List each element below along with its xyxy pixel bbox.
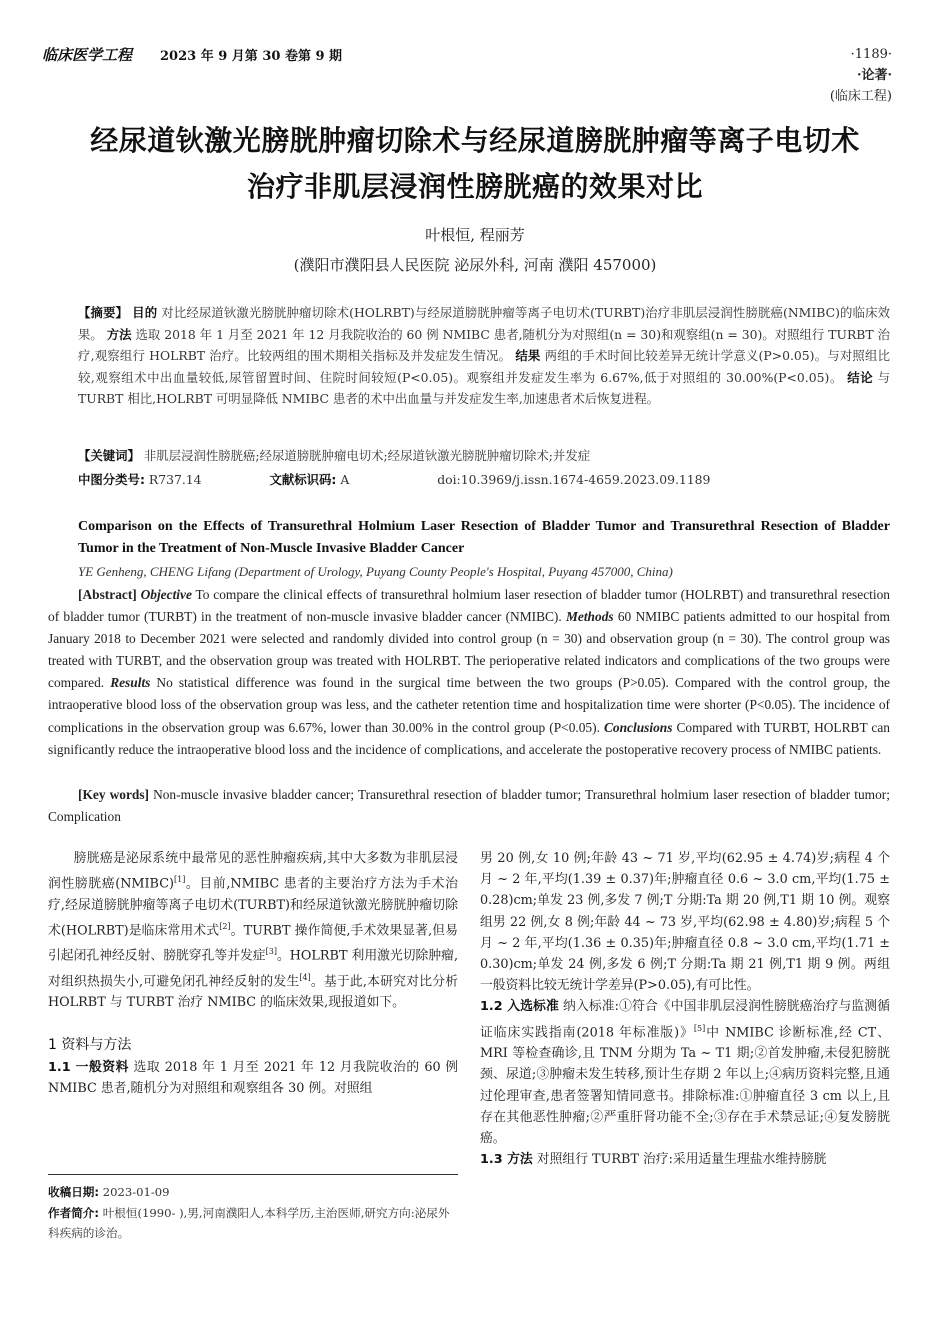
keywords-label: 【关键词】 — [78, 448, 140, 463]
en-results-label: Results — [110, 675, 151, 691]
footnote-divider — [48, 1174, 458, 1175]
baseline-paragraph: 男 20 例,女 10 例;年龄 43 ~ 71 岁,平均(62.95 ± 4.74)岁;病程 4 个月 ~ 2 年,平均(1.39 ± 0.37)年;肿瘤直径 0.6 ~ 3.0 cm,平均(1.75 ± 0.28)cm;单发 23 例,多发 7 例;T 分期:Ta 期 20 例,T1 期 10 例。观察组男 22 例,女 8 例;年龄 44 ~ 73 岁,平均(62.98 ± 4.80)岁;病程 5 个月 ~ 2 年,平均(1.36 ± 0.35)年;肿瘤直径 0.8 ~ 3.0 cm,平均(1.71 ± 0.30)cm;单发 24 例,多发 6 例;T 分期:Ta 期 21 例,T1 期 9 例。两组一般资料比较无统计学差异(P>0.05),有可比性。 — [480, 851, 890, 994]
chinese-keywords — [78, 446, 890, 464]
citation-4: [4] — [299, 972, 311, 982]
citation-2: [2] — [219, 921, 231, 931]
conclusion-label: 结论 — [847, 369, 874, 385]
en-methods-label: Methods — [565, 609, 614, 625]
english-authors: YE Genheng, CHENG Lifang (Department of Urology, Puyang County People's Hospital, Puyang 457000, China) — [78, 564, 673, 579]
body-left-column — [48, 848, 458, 1099]
methods-text: 选取 2018 年 1 月至 2021 年 12 月我院收治的 60 例 NMIBC 患者,随机分为对照组(n = 30)和观察组(n = 30)。对照组行 TURBT 治疗,观察组行 HOLRBT 治疗。比较两组的围术期相关指标及并发症发生情况。 — [78, 326, 891, 363]
en-objective-label: Objective — [140, 587, 192, 602]
intro-text-4: 。HOLRBT 利用激光切除肿瘤,对组织热损失小,可避免闭孔神经反射的发生 — [48, 948, 459, 990]
abstract-label: 【摘要】 — [78, 305, 129, 320]
page-number: ·1189· — [850, 47, 892, 62]
received-label: 收稿日期: — [48, 1185, 100, 1199]
en-results-text: No statistical difference was found in the surgical time between the two groups (P>0.05). Compared with the control group, the intraoperative blood loss of the observation group was less, and the catheter retention time and hospitalization time were shorter (P<0.05). The incidence of complications in the observation group was 6.67%, lower than 30.00% in the control group (P<0.05). — [48, 675, 890, 735]
citation-3: [3] — [265, 947, 277, 957]
en-conclusion-label: Conclusions — [603, 719, 673, 735]
en-objective-text: To compare the clinical effects of transurethral holmium laser resection of bladder tumor (HOLRBT) and transurethral resection of bladder tumor (TURBT) in the treatment of non-muscle invasive bladder cancer (NMIBC). — [48, 587, 890, 625]
intro-text-2: 。目前,NMIBC 患者的主要治疗方法为手术治疗,经尿道膀胱肿瘤等离子电切术(TURBT)和经尿道钬激光膀胱肿瘤切除术(HOLRBT)是临床常用术式 — [48, 876, 458, 939]
results-label: 结果 — [515, 348, 541, 363]
doc-code-value: A — [340, 472, 350, 487]
conclusion-text: 与 TURBT 相比,HOLRBT 可明显降低 NMIBC 患者的术中出血量与并发症发生率,加速患者术后恢复进程。 — [78, 369, 890, 406]
intro-text-3: 。TURBT 操作简便,手术效果显著,但易引起闭孔神经反射、膀胱穿孔等并发症 — [48, 923, 458, 964]
methods-label: 方法 — [106, 326, 132, 342]
en-methods-text: 60 NMIBC patients admitted to our hospital from January 2018 to December 2021 were selected and randomly divided into control group (n = 30) and observation group (n = 30). The control group was treated with TURBT, and the observation group was treated with HOLRBT. The perioperative related indicators and complications of the two groups were compared. — [48, 609, 890, 691]
intro-paragraph — [48, 848, 458, 1013]
subsection-1-1 — [48, 1057, 458, 1099]
subsection-1-2-label: 1.2 入选标准 — [480, 999, 559, 1015]
en-conclusion-text: Compared with TURBT, HOLRBT can significantly reduce the intraoperative blood loss and the incidence of complications, and accelerate the postoperative recovery process of NMIBC patients. — [48, 719, 890, 757]
column-sublabel: (临床工程) — [829, 89, 892, 104]
journal-name: 临床医学工程 — [42, 46, 133, 64]
subsection-1-2-text-a: 纳入标准:①符合《中国非肌层浸润性膀胱癌治疗与监测循证临床实践指南(2018 年标准版)》 — [480, 999, 891, 1040]
en-keywords-text: Non-muscle invasive bladder cancer; Transurethral resection of bladder tumor; Transurethral holmium laser resection of bladder tumor; Complication — [48, 787, 890, 824]
doc-code-label: 文献标识码: — [269, 472, 337, 487]
results-text: 两组的手术时间比较差异无统计学意义(P>0.05)。与对照组比较,观察组术中出血量较低,尿管留置时间、住院时间较短(P<0.05)。观察组并发症发生率为 6.67%,低于对照组的 30.00%(P<0.05)。 — [78, 348, 890, 385]
subsection-1-1-label: 1.1 一般资料 — [48, 1059, 129, 1075]
subsection-1-2 — [480, 996, 890, 1149]
clc-value: R737.14 — [148, 472, 202, 487]
citation-1: [1] — [174, 875, 186, 885]
english-abstract — [48, 584, 890, 761]
keywords-text: 非肌层浸润性膀胱癌;经尿道膀胱肿瘤电切术;经尿道钬激光膀胱肿瘤切除术;并发症 — [143, 448, 591, 463]
title-line-2: 治疗非肌层浸润性膀胱癌的效果对比 — [246, 170, 703, 203]
subsection-1-2-text-b: 中 NMIBC 诊断标准,经 CT、MRI 等检查确诊,且 TNM 分期为 Ta ~ T1 期;②首发肿瘤,未侵犯膀胱颈、尿道;③肿瘤未发生转移,预计生存期 2 年以上;④病历资料完整,且通过伦理审查,患者签署知情同意书。排除标准:①肿瘤直径 3 cm 以上,且存在其他恶性肿瘤;②严重肝肾功能不全;③存在手术禁忌证;④复发膀胱癌。 — [480, 1024, 890, 1146]
received-value: 2023-01-09 — [102, 1185, 170, 1199]
english-keywords — [48, 784, 890, 828]
title-line-1: 经尿道钬激光膀胱肿瘤切除术与经尿道膀胱肿瘤等离子电切术 — [90, 124, 860, 157]
subsection-1-3 — [480, 1149, 890, 1170]
objective-label: 目的 — [132, 305, 158, 320]
classification-line — [78, 470, 890, 488]
subsection-1-3-text: 对照组行 TURBT 治疗:采用适量生理盐水维持膀胱 — [536, 1152, 827, 1168]
english-title: Comparison on the Effects of Transurethral Holmium Laser Resection of Bladder Tumor and Transurethral Resection of Bladder Tumor in the Treatment of Non-Muscle Invasive Bladder Cancer — [78, 519, 890, 556]
author-bio-label: 作者简介: — [48, 1205, 100, 1220]
objective-text: 对比经尿道钬激光膀胱肿瘤切除术(HOLRBT)与经尿道膀胱肿瘤等离子电切术(TURBT)治疗非肌层浸润性膀胱癌(NMIBC)的临床效果。 — [78, 305, 891, 342]
column-label: ·论著· — [856, 68, 892, 83]
paper-title — [40, 118, 910, 210]
intro-text-5: 。基于此,本研究对比分析 HOLRBT 与 TURBT 治疗 NMIBC 的临床效果,现报道如下。 — [48, 974, 458, 1011]
en-keywords-label: [Key words] — [78, 787, 149, 802]
body-right-column — [480, 848, 890, 1170]
en-abstract-label: [Abstract] — [78, 587, 137, 602]
author-bio — [48, 1203, 458, 1244]
author-bio-text: 叶根恒(1990- ),男,河南濮阳人,本科学历,主治医师,研究方向:泌尿外科疾病的诊治。 — [48, 1205, 450, 1240]
footnotes — [48, 1182, 458, 1244]
doi: doi:10.3969/j.issn.1674-4659.2023.09.1189 — [437, 472, 711, 487]
subsection-1-1-text: 选取 2018 年 1 月至 2021 年 12 月我院收治的 60 例 NMIBC 患者,随机分为对照组和观察组各 30 例。对照组 — [48, 1059, 458, 1096]
affiliation: (濮阳市濮阳县人民医院 泌尿外科, 河南 濮阳 457000) — [293, 256, 657, 274]
subsection-1-3-label: 1.3 方法 — [480, 1152, 533, 1168]
citation-5: [5] — [693, 1023, 706, 1033]
chinese-abstract — [78, 302, 890, 410]
received-date — [48, 1182, 458, 1203]
journal-issue: 2023 年 9 月第 30 卷第 9 期 — [160, 49, 343, 64]
authors: 叶根恒, 程丽芳 — [425, 226, 525, 244]
section-heading-1: 1 资料与方法 — [48, 1037, 132, 1054]
clc-label: 中图分类号: — [78, 472, 145, 487]
page-header-right — [830, 44, 892, 107]
intro-text-1: 膀胱癌是泌尿系统中最常见的恶性肿瘤疾病,其中大多数为非肌层浸润性膀胱癌(NMIBC) — [48, 851, 458, 892]
